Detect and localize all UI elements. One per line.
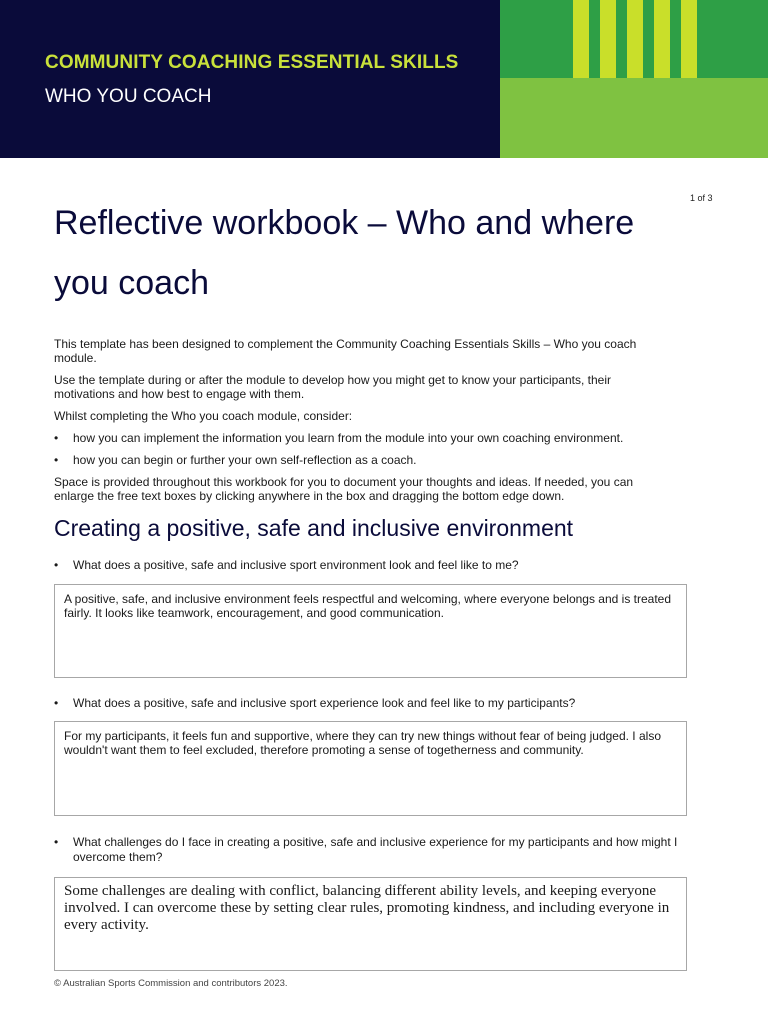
answer-textbox[interactable]: For my participants, it feels fun and supportive, where they can try new things without fear of being judged. I also wouldn't want them to feel excluded, therefore promoting a sense of togetherness and community.	[54, 721, 687, 816]
space-note: Space is provided throughout this workbook for you to document your thoughts and ideas. If needed, you can enlarge the free text boxes by clicking anywhere in the box and dragging the bottom edge down.	[54, 475, 634, 503]
page-title: Reflective workbook – Who and where you coach	[54, 204, 635, 302]
intro-paragraph: Whilst completing the Who you coach module, consider:	[54, 409, 353, 423]
banner-title: COMMUNITY COACHING ESSENTIAL SKILLS	[45, 52, 459, 73]
banner-green-panel	[500, 0, 768, 78]
answer-textbox[interactable]: Some challenges are dealing with conflict, balancing different ability levels, and keeping everyone involved. I can overcome these by setting clear rules, promoting kindness, and including everyone in every activity.	[54, 877, 687, 971]
banner-lightgreen-panel	[500, 78, 768, 158]
copyright-footer: © Australian Sports Commission and contributors 2023.	[54, 978, 288, 989]
banner-stripe	[627, 0, 643, 78]
intro-paragraph: Use the template during or after the module to develop how you might get to know your participants, their motivations and how best to engage with them.	[54, 373, 611, 401]
consider-bullet: • how you can implement the information you learn from the module into your own coaching environment.	[54, 431, 684, 446]
page-number: 1 of 3	[690, 193, 713, 203]
consider-bullet: • how you can begin or further your own self-reflection as a coach.	[54, 453, 684, 468]
banner-stripe	[573, 0, 589, 78]
header-banner	[0, 0, 768, 158]
question-bullet: • What does a positive, safe and inclusive sport experience look and feel like to my participants?	[54, 696, 684, 711]
banner-subtitle: WHO YOU COACH	[45, 86, 212, 107]
question-bullet: • What does a positive, safe and inclusive sport environment look and feel like to me?	[54, 558, 684, 573]
question-bullet: • What challenges do I face in creating a positive, safe and inclusive experience for my participants and how might I overcome them?	[54, 835, 684, 865]
banner-stripe	[654, 0, 670, 78]
section-title: Creating a positive, safe and inclusive environment	[54, 515, 574, 541]
banner-navy-panel	[0, 0, 500, 158]
banner-stripe	[681, 0, 697, 78]
intro-paragraph: This template has been designed to complement the Community Coaching Essentials Skills – Who you coach module.	[54, 337, 637, 365]
answer-textbox[interactable]: A positive, safe, and inclusive environment feels respectful and welcoming, where everyone belongs and is treated fairly. It looks like teamwork, encouragement, and good communication.	[54, 584, 687, 678]
banner-stripe	[600, 0, 616, 78]
